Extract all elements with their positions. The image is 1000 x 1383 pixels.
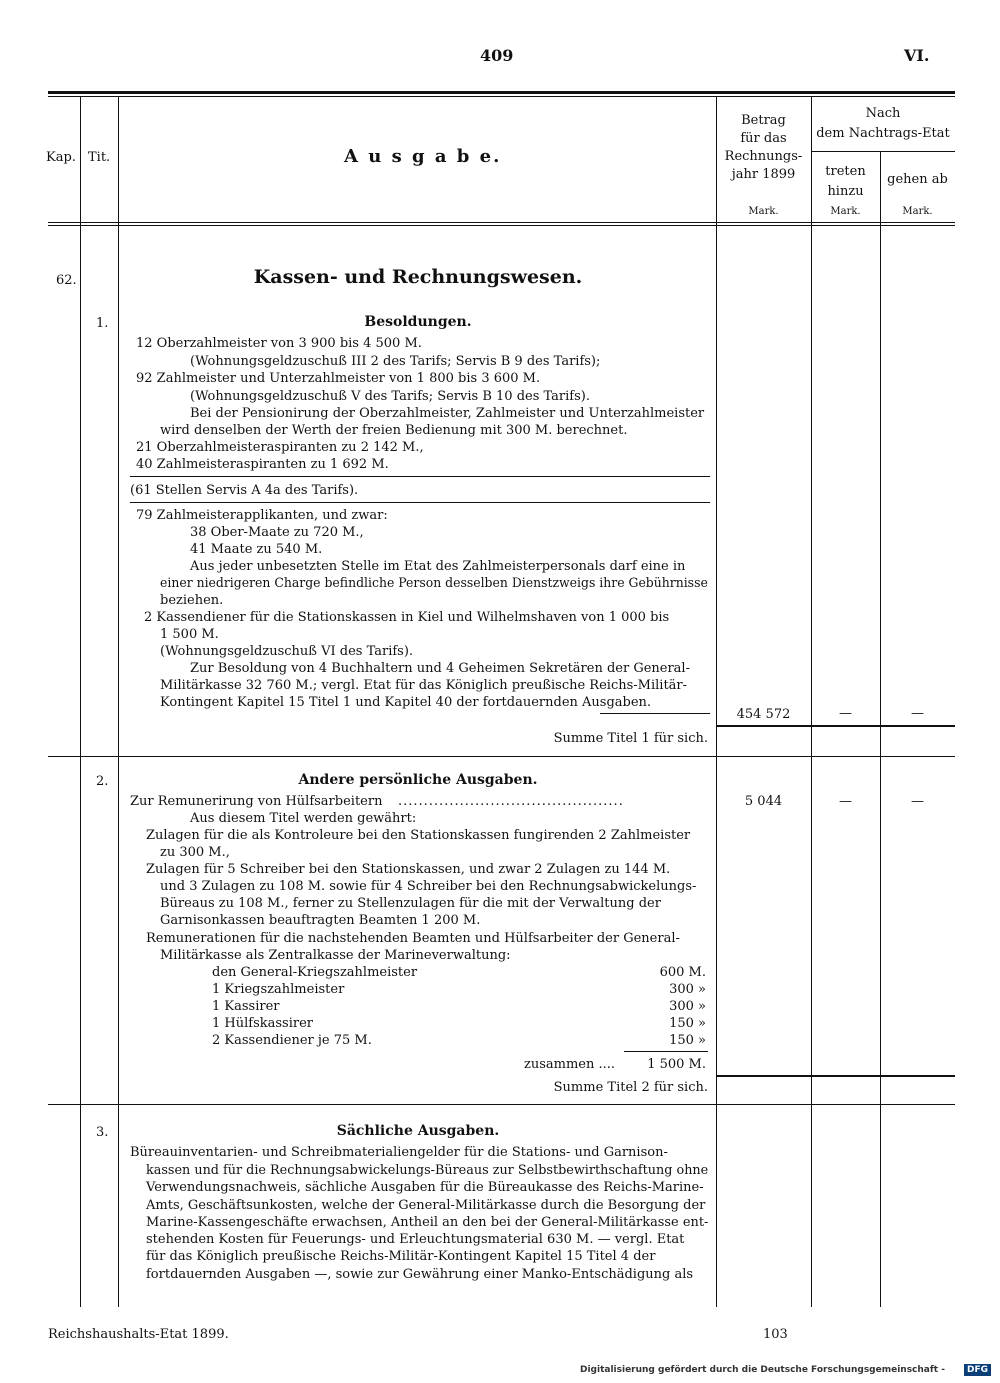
titel-2-line: Militärkasse als Zentralkasse der Marineverwaltung:: [160, 948, 511, 963]
tit-col-divider: [118, 97, 119, 1307]
titel-1-line: 38 Ober-Maate zu 720 M.,: [190, 525, 364, 540]
betrag-col-divider: [811, 97, 812, 1307]
remuneration-item: 1 Kriegszahlmeister: [212, 982, 345, 997]
kap-col-divider: [80, 97, 81, 1307]
titel-1-line: wird denselben der Werth der freien Bedienung mit 300 M. berechnet.: [160, 423, 628, 438]
titel-2-line: und 3 Zulagen zu 108 M. sowie für 4 Schreiber bei den Rechnungsabwickelungs-: [160, 879, 697, 894]
titel-3-line: Büreauinventarien- und Schreibmaterialiengelder für die Stations- und Garnison-: [130, 1145, 668, 1160]
titel-1-line: Kontingent Kapitel 15 Titel 1 und Kapitel 40 der fortdauernden Ausgaben.: [160, 695, 652, 710]
titel-2-treten: —: [839, 794, 852, 809]
titel-2-amount: 5 044: [744, 794, 783, 809]
titel-1-line: 12 Oberzahlmeister von 3 900 bis 4 500 M.: [136, 336, 422, 351]
remuneration-item: 2 Kassendiener je 75 M.: [212, 1033, 372, 1048]
zusammen-rule: [624, 1051, 708, 1052]
titel-1-line: Bei der Pensionirung der Oberzahlmeister, Zahlmeister und Unterzahlmeister: [190, 406, 705, 421]
gehen-header: gehen ab: [887, 172, 948, 187]
titel-1-number: 1.: [96, 316, 109, 331]
nach-header: Nach dem Nachtrags-Etat: [816, 106, 950, 141]
titel-1-sum-rule: [716, 725, 955, 727]
titel-1-line: (61 Stellen Servis A 4a des Tarifs).: [130, 483, 359, 498]
dfg-logo: DFG: [964, 1364, 991, 1376]
titel-1-amount: 454 572: [736, 707, 791, 722]
top-rule-thin: [48, 96, 955, 97]
remuneration-value: 150 »: [669, 1033, 706, 1048]
titel-1-line: 40 Zahlmeisteraspiranten zu 1 692 M.: [136, 457, 389, 472]
remuneration-value: 150 »: [669, 1016, 706, 1031]
titel-2-heading: Andere persönliche Ausgaben.: [298, 772, 538, 788]
titel-3-line: Marine-Kassengeschäfte erwachsen, Antheil an den bei der General-Militärkasse ent-: [146, 1215, 709, 1230]
titel-1-subrule-2: [130, 502, 710, 503]
ausgabe-header: A u s g a b e.: [344, 146, 502, 167]
titel-1-line: (Wohnungsgeldzuschuß III 2 des Tarifs; Servis B 9 des Tarifs);: [190, 354, 601, 369]
betrag-unit: Mark.: [748, 206, 779, 217]
titel-2-number: 2.: [96, 774, 109, 789]
titel-3-heading: Sächliche Ausgaben.: [336, 1123, 500, 1139]
titel-1-gehen: —: [911, 706, 924, 721]
titel-2-line: Zulagen für die als Kontroleure bei den Stationskassen fungirenden 2 Zahlmeister: [146, 828, 691, 843]
titel-1-subrule: [130, 476, 710, 477]
footer-page: 103: [763, 1327, 788, 1342]
titel-3-line: Amts, Geschäftsunkosten, welche der General-Militärkasse durch die Besorgung der: [146, 1198, 706, 1213]
titel-3-line: Verwendungsnachweis, sächliche Ausgaben für die Büreaukasse des Reichs-Marine-: [146, 1180, 704, 1195]
kapitel-number: 62.: [56, 273, 77, 288]
remuneration-item: 1 Kassirer: [212, 999, 280, 1014]
gehen-unit: Mark.: [902, 206, 933, 217]
top-rule: [48, 91, 955, 94]
titel-1-line: 1 500 M.: [160, 627, 219, 642]
tit-header: Tit.: [88, 150, 111, 165]
section-number: VI.: [904, 46, 930, 65]
header-bottom-rule: [48, 222, 955, 223]
titel-1-heading: Besoldungen.: [364, 314, 472, 330]
titel-1-end-rule: [48, 756, 955, 757]
titel-1-line: 92 Zahlmeister und Unterzahlmeister von 1 800 bis 3 600 M.: [136, 371, 541, 386]
titel-1-line: einer niedrigeren Charge befindliche Person desselben Dienstzweigs ihre Gebührnisse: [160, 576, 708, 591]
titel-1-underline: [600, 713, 710, 714]
titel-3-line: stehenden Kosten für Feuerungs- und Erleuchtungsmaterial 630 M. — vergl. Etat: [146, 1232, 685, 1247]
titel-1-line: 21 Oberzahlmeisteraspiranten zu 2 142 M.,: [136, 440, 424, 455]
page-number: 409: [480, 46, 514, 65]
titel-1-line: 41 Maate zu 540 M.: [190, 542, 323, 557]
titel-2-line: Aus diesem Titel werden gewährt:: [190, 811, 417, 826]
titel-2-end-rule: [48, 1104, 955, 1105]
titel-1-line: Zur Besoldung von 4 Buchhaltern und 4 Geheimen Sekretären der General-: [190, 661, 690, 676]
kapitel-title: Kassen- und Rechnungswesen.: [253, 266, 583, 288]
titel-2-sum-rule: [716, 1075, 955, 1077]
betrag-header: Betrag für das Rechnungs- jahr 1899: [724, 113, 803, 182]
titel-2-line: Garnisonkassen beauftragten Beamten 1 200 M.: [160, 913, 481, 928]
titel-3-line: fortdauernden Ausgaben —, sowie zur Gewährung einer Manko-Entschädigung als: [146, 1267, 694, 1282]
remuneration-item: 1 Hülfskassirer: [212, 1016, 314, 1031]
remuneration-value: 600 M.: [659, 965, 706, 980]
text-col-divider: [716, 97, 717, 1307]
titel-3-line: kassen und für die Rechnungsabwickelungs-Büreaus zur Selbstbewirthschaftung ohne: [146, 1163, 709, 1178]
header-bottom-rule-2: [48, 225, 955, 226]
titel-2-line: Remunerationen für die nachstehenden Beamten und Hülfsarbeiter der General-: [146, 931, 680, 946]
titel-1-line: (Wohnungsgeldzuschuß V des Tarifs; Servis B 10 des Tarifs).: [190, 389, 590, 404]
titel-2-line: Zulagen für 5 Schreiber bei den Stationskassen, und zwar 2 Zulagen zu 144 M.: [146, 862, 671, 877]
nach-sub-rule: [811, 151, 955, 152]
treten-col-divider: [880, 151, 881, 1307]
titel-1-treten: —: [839, 706, 852, 721]
remuneration-item: den General-Kriegszahlmeister: [212, 965, 418, 980]
titel-2-leader: ............................................: [398, 794, 624, 809]
digitization-credit: Digitalisierung gefördert durch die Deutsche Forschungsgemeinschaft -: [580, 1365, 945, 1375]
footer-left: Reichshaushalts-Etat 1899.: [48, 1327, 229, 1342]
treten-unit: Mark.: [830, 206, 861, 217]
zusammen-label: zusammen ....: [524, 1057, 616, 1072]
titel-3-line: für das Königlich preußische Reichs-Militär-Kontingent Kapitel 15 Titel 4 der: [146, 1249, 656, 1264]
titel-1-summe: Summe Titel 1 für sich.: [553, 731, 708, 746]
treten-header: treten hinzu: [825, 164, 866, 199]
titel-2-summe: Summe Titel 2 für sich.: [553, 1080, 708, 1095]
titel-1-line: beziehen.: [160, 593, 224, 608]
titel-1-line: 2 Kassendiener für die Stationskassen in Kiel und Wilhelmshaven von 1 000 bis: [144, 610, 670, 625]
titel-2-line: zu 300 M.,: [160, 845, 230, 860]
titel-1-line: (Wohnungsgeldzuschuß VI des Tarifs).: [160, 644, 414, 659]
kap-header: Kap.: [46, 150, 76, 165]
titel-2-line: Büreaus zu 108 M., ferner zu Stellenzulagen für die mit der Verwaltung der: [160, 896, 661, 911]
titel-2-gehen: —: [911, 794, 924, 809]
titel-2-line: Zur Remunerirung von Hülfsarbeitern: [130, 794, 383, 809]
titel-3-number: 3.: [96, 1125, 109, 1140]
titel-1-line: 79 Zahlmeisterapplikanten, und zwar:: [136, 508, 388, 523]
titel-1-line: Militärkasse 32 760 M.; vergl. Etat für das Königlich preußische Reichs-Militär-: [160, 678, 688, 693]
zusammen-value: 1 500 M.: [647, 1057, 706, 1072]
titel-1-line: Aus jeder unbesetzten Stelle im Etat des Zahlmeisterpersonals darf eine in: [190, 559, 686, 574]
remuneration-value: 300 »: [669, 999, 706, 1014]
remuneration-value: 300 »: [669, 982, 706, 997]
